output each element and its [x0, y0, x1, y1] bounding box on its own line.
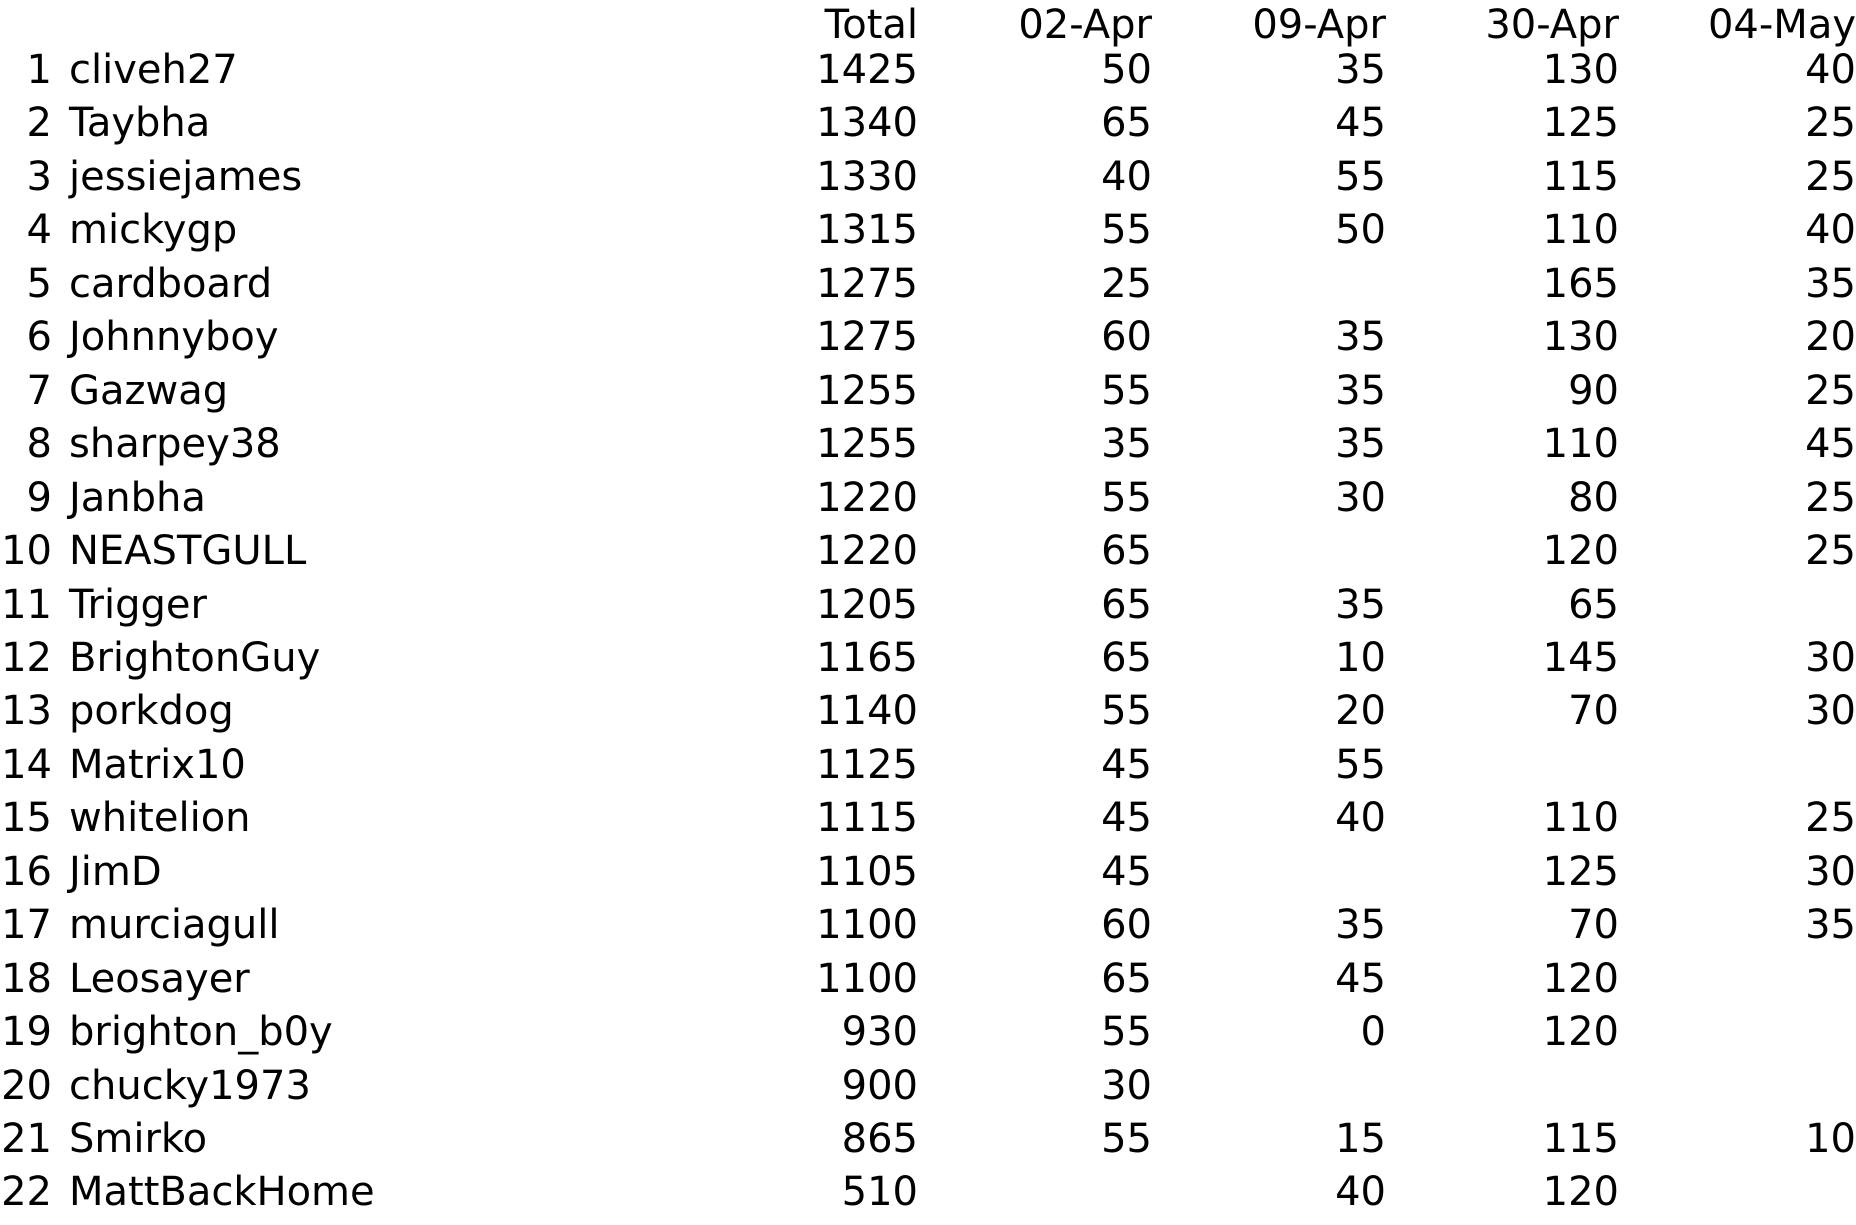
- player-name: Smirko: [69, 1116, 208, 1162]
- week-3-cell: 125: [1542, 100, 1619, 147]
- week-2-cell: 30: [1335, 474, 1386, 521]
- week-1-cell: 65: [1101, 955, 1152, 1002]
- week-3-cell: 70: [1568, 902, 1619, 949]
- player-name: Gazwag: [69, 367, 229, 414]
- rank-cell: 13: [1, 688, 52, 735]
- week-4-cell: 35: [1805, 260, 1856, 307]
- rank-cell: 11: [1, 581, 52, 628]
- week-3-cell: 120: [1542, 1169, 1619, 1216]
- week-1-cell: 45: [1101, 795, 1152, 842]
- table-row: [0, 204, 1856, 257]
- table-row: [0, 525, 1856, 578]
- week-1-cell: 45: [1101, 741, 1152, 788]
- week-4-cell: 40: [1805, 207, 1856, 254]
- player-name: jessiejames: [69, 153, 303, 200]
- player-name: porkdog: [69, 688, 234, 735]
- week-1-cell: 55: [1101, 1116, 1152, 1162]
- table-row: [0, 472, 1856, 525]
- total-cell: 1100: [816, 955, 918, 1002]
- rank-cell: 16: [1, 848, 52, 895]
- week-4-cell: 25: [1805, 474, 1856, 521]
- rank-cell: 2: [26, 100, 52, 147]
- table-row: [0, 739, 1856, 792]
- table-row: [0, 44, 1856, 97]
- week-3-cell: 145: [1542, 634, 1619, 681]
- rank-cell: 5: [26, 260, 52, 307]
- player-name: Taybha: [69, 100, 211, 147]
- table-row: [0, 899, 1856, 952]
- week-4-cell: 25: [1805, 795, 1856, 842]
- rank-cell: 22: [1, 1169, 52, 1216]
- week-3-cell: 110: [1542, 207, 1619, 254]
- week-4-cell: 40: [1805, 47, 1856, 93]
- table-row: [0, 792, 1856, 845]
- week-2-cell: 0: [1360, 1009, 1386, 1056]
- week-3-cell: 110: [1542, 795, 1619, 842]
- week-1-cell: 40: [1101, 153, 1152, 200]
- rank-cell: 14: [1, 741, 52, 788]
- rank-cell: 20: [1, 1062, 52, 1109]
- total-cell: 1205: [816, 581, 918, 628]
- rank-cell: 8: [26, 421, 52, 468]
- week-2-cell: 35: [1335, 367, 1386, 414]
- player-name: Matrix10: [69, 741, 246, 788]
- week-2-cell: 55: [1335, 741, 1386, 788]
- rank-cell: 6: [26, 314, 52, 361]
- table-row: [0, 846, 1856, 899]
- rank-cell: 9: [26, 474, 52, 521]
- total-cell: 1340: [816, 100, 918, 147]
- rank-cell: 18: [1, 955, 52, 1002]
- total-cell: 1165: [816, 634, 918, 681]
- rank-cell: 17: [1, 902, 52, 949]
- week-1-cell: 65: [1101, 581, 1152, 628]
- header-week-1: 02-Apr: [1018, 2, 1152, 48]
- player-name: chucky1973: [69, 1062, 311, 1109]
- week-1-cell: 55: [1101, 474, 1152, 521]
- table-row: [0, 1006, 1856, 1059]
- player-name: Janbha: [69, 474, 206, 521]
- player-name: whitelion: [69, 795, 251, 842]
- week-1-cell: 30: [1101, 1062, 1152, 1109]
- week-3-cell: 110: [1542, 421, 1619, 468]
- week-4-cell: 30: [1805, 848, 1856, 895]
- table-row: [0, 1113, 1856, 1166]
- week-4-cell: 25: [1805, 100, 1856, 147]
- player-name: cardboard: [69, 260, 273, 307]
- total-cell: 1315: [816, 207, 918, 254]
- week-4-cell: 30: [1805, 634, 1856, 681]
- player-name: cliveh27: [69, 47, 238, 93]
- week-2-cell: 35: [1335, 581, 1386, 628]
- week-2-cell: 35: [1335, 902, 1386, 949]
- week-2-cell: 45: [1335, 955, 1386, 1002]
- week-3-cell: 130: [1542, 47, 1619, 93]
- week-2-cell: 40: [1335, 795, 1386, 842]
- week-1-cell: 65: [1101, 634, 1152, 681]
- total-cell: 1100: [816, 902, 918, 949]
- rank-cell: 7: [26, 367, 52, 414]
- week-4-cell: 25: [1805, 528, 1856, 575]
- total-cell: 1425: [816, 47, 918, 93]
- total-cell: 1220: [816, 528, 918, 575]
- week-1-cell: 55: [1101, 688, 1152, 735]
- week-2-cell: 20: [1335, 688, 1386, 735]
- week-1-cell: 45: [1101, 848, 1152, 895]
- week-3-cell: 120: [1542, 1009, 1619, 1056]
- week-4-cell: 25: [1805, 367, 1856, 414]
- rank-cell: 10: [1, 528, 52, 575]
- player-name: NEASTGULL: [69, 528, 307, 575]
- table-row: [0, 1060, 1856, 1113]
- table-row: [0, 418, 1856, 471]
- table-row: [0, 258, 1856, 311]
- week-3-cell: 120: [1542, 528, 1619, 575]
- week-3-cell: 115: [1542, 153, 1619, 200]
- week-2-cell: 35: [1335, 47, 1386, 93]
- week-2-cell: 45: [1335, 100, 1386, 147]
- rank-cell: 12: [1, 634, 52, 681]
- week-4-cell: 25: [1805, 153, 1856, 200]
- rank-cell: 21: [1, 1116, 52, 1162]
- header-week-2: 09-Apr: [1252, 2, 1386, 48]
- week-1-cell: 25: [1101, 260, 1152, 307]
- rank-cell: 15: [1, 795, 52, 842]
- header-total: Total: [824, 2, 918, 48]
- table-row: [0, 97, 1856, 150]
- week-2-cell: 55: [1335, 153, 1386, 200]
- week-3-cell: 130: [1542, 314, 1619, 361]
- rank-cell: 4: [26, 207, 52, 254]
- week-3-cell: 70: [1568, 688, 1619, 735]
- total-cell: 510: [841, 1169, 918, 1216]
- player-name: Johnnyboy: [69, 314, 279, 361]
- total-cell: 1330: [816, 153, 918, 200]
- week-3-cell: 115: [1542, 1116, 1619, 1162]
- week-4-cell: 45: [1805, 421, 1856, 468]
- table-row: [0, 685, 1856, 738]
- week-2-cell: 40: [1335, 1169, 1386, 1216]
- player-name: brighton_b0y: [69, 1009, 333, 1056]
- week-3-cell: 125: [1542, 848, 1619, 895]
- rank-cell: 19: [1, 1009, 52, 1056]
- week-1-cell: 55: [1101, 367, 1152, 414]
- week-1-cell: 65: [1101, 528, 1152, 575]
- week-3-cell: 65: [1568, 581, 1619, 628]
- week-3-cell: 120: [1542, 955, 1619, 1002]
- table-row: [0, 1166, 1856, 1219]
- total-cell: 1275: [816, 260, 918, 307]
- player-name: sharpey38: [69, 421, 281, 468]
- header-week-3: 30-Apr: [1485, 2, 1619, 48]
- header-week-4: 04-May: [1707, 2, 1856, 48]
- week-1-cell: 55: [1101, 1009, 1152, 1056]
- week-2-cell: 35: [1335, 421, 1386, 468]
- total-cell: 1115: [816, 795, 918, 842]
- week-1-cell: 55: [1101, 207, 1152, 254]
- player-name: Leosayer: [69, 955, 250, 1002]
- week-1-cell: 50: [1101, 47, 1152, 93]
- total-cell: 1105: [816, 848, 918, 895]
- player-name: Trigger: [69, 581, 207, 628]
- table-row: [0, 311, 1856, 364]
- week-3-cell: 90: [1568, 367, 1619, 414]
- player-name: JimD: [69, 848, 162, 895]
- week-4-cell: 30: [1805, 688, 1856, 735]
- week-1-cell: 65: [1101, 100, 1152, 147]
- week-1-cell: 35: [1101, 421, 1152, 468]
- week-2-cell: 35: [1335, 314, 1386, 361]
- table-row: [0, 579, 1856, 632]
- total-cell: 1140: [816, 688, 918, 735]
- player-name: murciagull: [69, 902, 280, 949]
- week-3-cell: 80: [1568, 474, 1619, 521]
- total-cell: 1125: [816, 741, 918, 788]
- total-cell: 1275: [816, 314, 918, 361]
- week-4-cell: 20: [1805, 314, 1856, 361]
- total-cell: 1255: [816, 367, 918, 414]
- player-name: MattBackHome: [69, 1169, 375, 1216]
- week-2-cell: 15: [1335, 1116, 1386, 1162]
- total-cell: 865: [841, 1116, 918, 1162]
- week-1-cell: 60: [1101, 902, 1152, 949]
- week-4-cell: 10: [1805, 1116, 1856, 1162]
- player-name: BrightonGuy: [69, 634, 321, 681]
- table-row: [0, 151, 1856, 204]
- total-cell: 900: [841, 1062, 918, 1109]
- week-2-cell: 10: [1335, 634, 1386, 681]
- week-4-cell: 35: [1805, 902, 1856, 949]
- table-row: [0, 365, 1856, 418]
- total-cell: 930: [841, 1009, 918, 1056]
- week-1-cell: 60: [1101, 314, 1152, 361]
- rank-cell: 3: [26, 153, 52, 200]
- table-row: [0, 953, 1856, 1006]
- total-cell: 1220: [816, 474, 918, 521]
- week-3-cell: 165: [1542, 260, 1619, 307]
- table-row: [0, 632, 1856, 685]
- player-name: mickygp: [69, 207, 238, 254]
- week-2-cell: 50: [1335, 207, 1386, 254]
- rank-cell: 1: [26, 47, 52, 93]
- total-cell: 1255: [816, 421, 918, 468]
